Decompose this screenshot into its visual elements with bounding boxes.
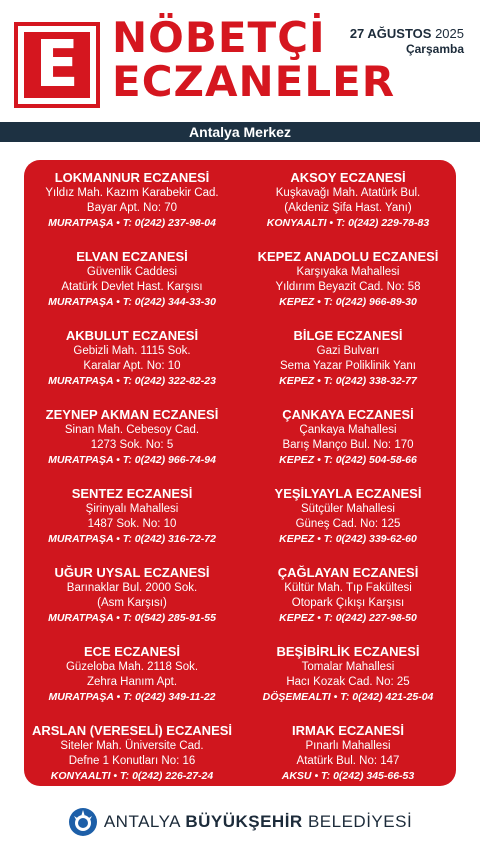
pharmacy-address-2: Otopark Çıkışı Karşısı xyxy=(291,597,405,609)
pharmacy-contact: KEPEZ • T: 0(242) 504-58-66 xyxy=(279,454,417,466)
pharmacy-district: MURATPAŞA xyxy=(48,691,114,703)
pharmacy-address-1: Güzeloba Mah. 2118 Sok. xyxy=(65,661,199,673)
pharmacy-contact: MURATPAŞA • T: 0(242) 316-72-72 xyxy=(48,533,216,545)
brand-part-2: BÜYÜKŞEHİR xyxy=(185,812,303,831)
pharmacy-address-1: Tomalar Mahallesi xyxy=(301,661,395,673)
pharmacy-phone: T: 0(242) 338-32-77 xyxy=(323,375,417,387)
pharmacy-address-2: 1487 Sok. No: 10 xyxy=(87,518,177,530)
pharmacy-contact: MURATPAŞA • T: 0(242) 344-33-30 xyxy=(48,296,216,308)
pharmacy-name: AKBULUT ECZANESİ xyxy=(65,328,199,343)
pharmacy-entry xyxy=(240,407,456,484)
pharmacy-address-2: Yıldırım Beyazit Cad. No: 58 xyxy=(275,281,421,293)
pharmacy-phone: T: 0(242) 229-78-83 xyxy=(336,217,430,229)
brand-part-1: ANTALYA xyxy=(103,812,181,831)
pharmacy-phone: T: 0(242) 226-27-24 xyxy=(120,770,214,782)
pharmacy-phone: T: 0(242) 316-72-72 xyxy=(122,533,216,545)
pharmacy-phone: T: 0(242) 421-25-04 xyxy=(340,691,434,703)
pharmacy-contact: MURATPAŞA • T: 0(242) 349-11-22 xyxy=(48,691,216,703)
date-year: 2025 xyxy=(435,26,464,41)
pharmacy-entry xyxy=(24,328,240,405)
pharmacy-name: SENTEZ ECZANESİ xyxy=(71,486,193,501)
pharmacy-district: KEPEZ xyxy=(279,296,315,308)
pharmacy-entry xyxy=(24,486,240,563)
pharmacy-address-1: Yıldız Mah. Kazım Karabekir Cad. xyxy=(45,187,219,199)
pharmacy-district: MURATPAŞA xyxy=(48,296,114,308)
pharmacy-name: LOKMANNUR ECZANESİ xyxy=(54,170,210,185)
pharmacy-district: AKSU xyxy=(281,770,312,782)
pharmacy-address-2: Zehra Hanım Apt. xyxy=(86,676,178,688)
pharmacy-address-1: Siteler Mah. Üniversite Cad. xyxy=(60,740,204,752)
pharmacy-address-1: Pınarlı Mahallesi xyxy=(305,740,391,752)
pharmacy-entry xyxy=(24,170,240,247)
pharmacy-address-1: Sinan Mah. Cebesoy Cad. xyxy=(64,424,200,436)
pharmacy-name: ÇAĞLAYAN ECZANESİ xyxy=(277,565,419,580)
pharmacy-district: MURATPAŞA xyxy=(48,454,114,466)
pharmacy-district: KEPEZ xyxy=(279,612,315,624)
pharmacy-address-1: Güvenlik Caddesi xyxy=(86,266,178,278)
pharmacy-entry xyxy=(240,486,456,563)
pharmacy-name: ECE ECZANESİ xyxy=(83,644,181,659)
pharmacy-contact: MURATPAŞA • T: 0(542) 285-91-55 xyxy=(48,612,216,624)
pharmacy-entry xyxy=(24,644,240,721)
header xyxy=(0,0,480,122)
pharmacy-contact: KONYAALTI • T: 0(242) 229-78-83 xyxy=(266,217,430,229)
pharmacy-name: AKSOY ECZANESİ xyxy=(290,170,406,185)
pharmacy-address-2: Hacı Kozak Cad. No: 25 xyxy=(286,676,410,688)
pharmacy-contact: KEPEZ • T: 0(242) 227-98-50 xyxy=(279,612,417,624)
date-block xyxy=(350,26,464,56)
pharmacy-address-1: Kültür Mah. Tıp Fakültesi xyxy=(284,582,412,594)
pharmacy-name: UĞUR UYSAL ECZANESİ xyxy=(54,565,210,580)
pharmacy-entry xyxy=(24,565,240,642)
brand-part-3: BELEDİYESİ xyxy=(307,812,413,831)
weekday: Çarşamba xyxy=(405,42,464,56)
pharmacy-address-1: Karşıyaka Mahallesi xyxy=(296,266,400,278)
footer-brand xyxy=(104,812,412,832)
pharmacy-entry xyxy=(240,723,456,800)
pharmacy-entry xyxy=(240,565,456,642)
pharmacy-address-2: Atatürk Bul. No: 147 xyxy=(296,755,400,767)
pharmacy-district: DÖŞEMEALTI xyxy=(262,691,331,703)
pharmacy-address-2: 1273 Sok. No: 5 xyxy=(90,439,174,451)
pharmacy-phone: T: 0(242) 344-33-30 xyxy=(122,296,216,308)
pharmacy-address-2: Güneş Cad. No: 125 xyxy=(295,518,401,530)
pharmacy-address-2: (Asm Karşısı) xyxy=(97,597,167,609)
pharmacy-district: KEPEZ xyxy=(279,454,315,466)
logo-letter: E xyxy=(24,32,90,98)
pharmacy-phone: T: 0(242) 322-82-23 xyxy=(122,375,216,387)
pharmacy-phone: T: 0(542) 285-91-55 xyxy=(122,612,216,624)
pharmacy-contact: MURATPAŞA • T: 0(242) 237-98-04 xyxy=(48,217,216,229)
pharmacy-entry xyxy=(24,723,240,800)
pharmacy-entry xyxy=(24,249,240,326)
pharmacy-district: KEPEZ xyxy=(279,533,315,545)
date-line xyxy=(350,26,464,41)
title-line-1: NÖBETÇİ xyxy=(112,13,326,62)
pharmacy-column-left xyxy=(24,168,240,800)
pharmacy-address-2: (Akdeniz Şifa Hast. Yanı) xyxy=(284,202,412,214)
pharmacy-name: BEŞİBİRLİK ECZANESİ xyxy=(276,644,420,659)
pharmacy-contact: MURATPAŞA • T: 0(242) 966-74-94 xyxy=(48,454,216,466)
pharmacy-phone: T: 0(242) 227-98-50 xyxy=(323,612,417,624)
region-bar: Antalya Merkez xyxy=(0,122,480,142)
pharmacy-entry xyxy=(240,170,456,247)
pharmacy-name: KEPEZ ANADOLU ECZANESİ xyxy=(257,249,439,264)
pharmacy-contact: KEPEZ • T: 0(242) 966-89-30 xyxy=(279,296,417,308)
pharmacy-name: IRMAK ECZANESİ xyxy=(292,723,404,738)
pharmacy-name: ARSLAN (VERESELİ) ECZANESİ xyxy=(31,723,233,738)
pharmacy-phone: T: 0(242) 345-66-53 xyxy=(321,770,415,782)
pharmacy-address-1: Gebizli Mah. 1115 Sok. xyxy=(73,345,191,357)
pharmacy-name: BİLGE ECZANESİ xyxy=(293,328,403,343)
pharmacy-district: MURATPAŞA xyxy=(48,533,114,545)
title-line-2: ECZANELER xyxy=(112,57,396,106)
pharmacy-name: YEŞİLYAYLA ECZANESİ xyxy=(274,486,422,501)
pharmacy-name: ZEYNEP AKMAN ECZANESİ xyxy=(45,407,219,422)
footer xyxy=(0,800,480,844)
pharmacy-contact: AKSU • T: 0(242) 345-66-53 xyxy=(281,770,415,782)
pharmacy-phone: T: 0(242) 504-58-66 xyxy=(323,454,417,466)
pharmacy-contact: KEPEZ • T: 0(242) 338-32-77 xyxy=(279,375,417,387)
pharmacy-address-1: Şirinyalı Mahallesi xyxy=(85,503,179,515)
pharmacy-address-1: Barınaklar Bul. 2000 Sok. xyxy=(66,582,198,594)
pharmacy-phone: T: 0(242) 966-74-94 xyxy=(122,454,216,466)
pharmacy-district: KONYAALTI xyxy=(266,217,327,229)
pharmacy-address-2: Sema Yazar Poliklinik Yanı xyxy=(280,360,416,372)
pharmacy-entry xyxy=(240,328,456,405)
pharmacy-phone: T: 0(242) 339-62-60 xyxy=(323,533,417,545)
pharmacy-district: MURATPAŞA xyxy=(48,217,114,229)
pharmacy-address-1: Çankaya Mahallesi xyxy=(299,424,397,436)
pharmacy-contact: DÖŞEMEALTI • T: 0(242) 421-25-04 xyxy=(262,691,434,703)
pharmacy-contact: KEPEZ • T: 0(242) 339-62-60 xyxy=(279,533,417,545)
pharmacy-entry xyxy=(24,407,240,484)
pharmacy-phone: T: 0(242) 349-11-22 xyxy=(123,691,216,703)
pharmacy-district: MURATPAŞA xyxy=(48,612,114,624)
eczane-logo xyxy=(14,22,100,108)
pharmacy-name: ELVAN ECZANESİ xyxy=(76,249,188,264)
municipality-emblem-icon xyxy=(68,807,98,837)
pharmacy-entry xyxy=(240,644,456,721)
pharmacy-panel xyxy=(24,160,456,786)
date-day: 27 AĞUSTOS xyxy=(349,26,432,41)
pharmacy-phone: T: 0(242) 237-98-04 xyxy=(122,217,216,229)
pharmacy-address-2: Atatürk Devlet Hast. Karşısı xyxy=(61,281,203,293)
pharmacy-name: ÇANKAYA ECZANESİ xyxy=(282,407,414,422)
pharmacy-address-2: Barış Manço Bul. No: 170 xyxy=(282,439,414,451)
pharmacy-contact: MURATPAŞA • T: 0(242) 322-82-23 xyxy=(48,375,216,387)
pharmacy-address-2: Karalar Apt. No: 10 xyxy=(83,360,181,372)
pharmacy-address-1: Gazi Bulvarı xyxy=(316,345,380,357)
pharmacy-address-1: Kuşkavağı Mah. Atatürk Bul. xyxy=(275,187,421,199)
pharmacy-entry xyxy=(240,249,456,326)
pharmacy-address-1: Sütçüler Mahallesi xyxy=(301,503,395,515)
pharmacy-phone: T: 0(242) 966-89-30 xyxy=(323,296,417,308)
pharmacy-district: KONYAALTI xyxy=(50,770,111,782)
pharmacy-district: KEPEZ xyxy=(279,375,315,387)
pharmacy-address-2: Bayar Apt. No: 70 xyxy=(86,202,178,214)
pharmacy-address-2: Defne 1 Konutları No: 16 xyxy=(68,755,196,767)
pharmacy-contact: KONYAALTI • T: 0(242) 226-27-24 xyxy=(50,770,214,782)
pharmacy-district: MURATPAŞA xyxy=(48,375,114,387)
pharmacy-column-right xyxy=(240,168,456,800)
